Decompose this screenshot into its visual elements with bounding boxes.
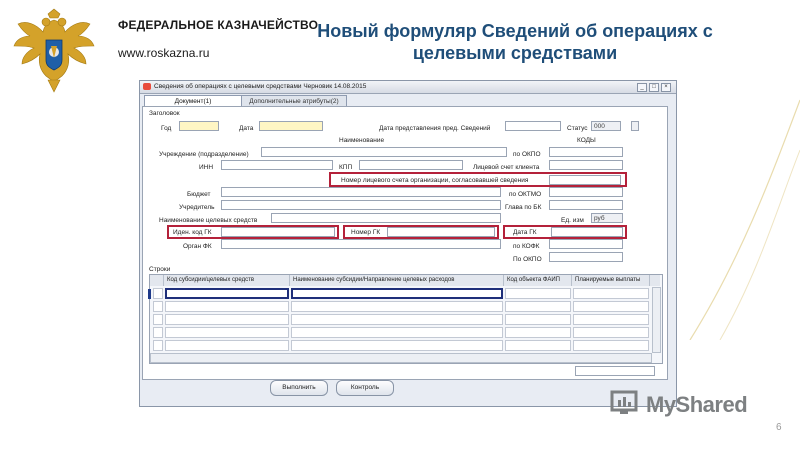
agreeing-account-label: Номер лицевого счета организации, согласовавшей сведения xyxy=(341,177,529,184)
grid-horizontal-scrollbar[interactable] xyxy=(150,353,652,363)
maximize-icon[interactable]: □ xyxy=(649,83,659,92)
kpp-label: КПП xyxy=(339,164,353,171)
fk-body-label: Орган ФК xyxy=(183,243,212,250)
target-funds-field[interactable] xyxy=(271,213,501,223)
slide-title: Новый формуляр Сведений об операциях с целевыми средствами xyxy=(317,21,713,63)
status-extra-field xyxy=(631,121,639,131)
close-icon[interactable]: × xyxy=(661,83,671,92)
decorative-curve xyxy=(680,90,800,340)
row-selector[interactable] xyxy=(153,301,163,312)
submit-date-label: Дата представления пред. Сведений xyxy=(379,125,491,132)
grid-cell[interactable] xyxy=(505,301,571,312)
bk-head-field[interactable] xyxy=(549,200,623,210)
gk-date-label: Дата ГК xyxy=(513,229,537,236)
current-row-indicator xyxy=(148,289,151,299)
grid-cell[interactable] xyxy=(573,301,649,312)
kofk-label: по КОФК xyxy=(513,243,540,250)
grid-cell[interactable] xyxy=(291,301,503,312)
gk-number-highlight xyxy=(343,225,499,239)
window-title: Сведения об операциях с целевыми средствами Черновик 14.08.2015 xyxy=(154,83,367,90)
gk-id-label: Иден. код ГК xyxy=(173,229,212,236)
grid-cell[interactable] xyxy=(165,314,289,325)
inn-field[interactable] xyxy=(221,160,333,170)
grid-cell[interactable] xyxy=(165,340,289,351)
gk-date-field[interactable] xyxy=(551,227,623,237)
grid-cell[interactable] xyxy=(291,288,503,299)
date-label: Дата xyxy=(239,125,254,132)
treasury-emblem xyxy=(8,6,100,98)
column-header-subsidy-name[interactable]: Наименование субсидии/Направление целевых расходов xyxy=(290,275,504,286)
row-selector[interactable] xyxy=(153,314,163,325)
target-funds-label: Наименование целевых средств xyxy=(159,217,258,224)
institution-label: Учреждение (подразделение) xyxy=(159,151,249,158)
tab-document[interactable]: Документ(1) xyxy=(144,95,242,107)
unit-field xyxy=(591,213,623,223)
grid-cell[interactable] xyxy=(291,340,503,351)
app-window xyxy=(139,80,677,407)
section-title-header: Заголовок xyxy=(149,110,180,117)
window-titlebar xyxy=(140,81,676,94)
myshared-logo-icon xyxy=(610,388,642,418)
minimize-icon[interactable]: _ xyxy=(637,83,647,92)
okpo2-field[interactable] xyxy=(549,252,623,262)
agreeing-account-field[interactable] xyxy=(549,175,621,185)
year-label: Год xyxy=(161,125,172,132)
oktmo-field[interactable] xyxy=(549,187,623,197)
grid-cell[interactable] xyxy=(165,301,289,312)
status-value: 000 xyxy=(594,123,605,130)
grid-cell[interactable] xyxy=(573,288,649,299)
kpp-field[interactable] xyxy=(359,160,463,170)
rows-grid xyxy=(149,274,663,364)
watermark-text: MyShared xyxy=(646,392,748,417)
org-name: ФЕДЕРАЛЬНОЕ КАЗНАЧЕЙСТВО xyxy=(118,18,319,32)
client-account-field[interactable] xyxy=(549,160,623,170)
kofk-field[interactable] xyxy=(549,239,623,249)
grid-cell[interactable] xyxy=(165,288,289,299)
org-url: www.roskazna.ru xyxy=(118,46,210,60)
grid-cell[interactable] xyxy=(573,314,649,325)
grid-vertical-scrollbar[interactable] xyxy=(652,287,661,353)
row-selector-header xyxy=(150,275,164,286)
status-field xyxy=(591,121,621,131)
grid-cell[interactable] xyxy=(505,327,571,338)
grid-cell[interactable] xyxy=(505,288,571,299)
grid-cell[interactable] xyxy=(573,327,649,338)
founder-label: Учредитель xyxy=(179,204,215,211)
total-field xyxy=(575,366,655,376)
year-field[interactable] xyxy=(179,121,219,131)
column-header-planned-payments[interactable]: Планируемые выплаты xyxy=(572,275,650,286)
unit-label: Ед. изм xyxy=(561,217,584,224)
gk-date-highlight xyxy=(503,225,627,239)
grid-cell[interactable] xyxy=(505,314,571,325)
grid-cell[interactable] xyxy=(291,314,503,325)
budget-label: Бюджет xyxy=(187,191,211,198)
unit-value: руб xyxy=(594,215,605,222)
grid-cell[interactable] xyxy=(573,340,649,351)
okpo-label: по ОКПО xyxy=(513,151,541,158)
slide-number: 6 xyxy=(776,422,782,433)
tab-additional-attributes[interactable]: Дополнительные атрибуты(2) xyxy=(241,95,347,107)
row-selector[interactable] xyxy=(153,327,163,338)
submit-date-field[interactable] xyxy=(505,121,561,131)
client-account-label: Лицевой счет клиента xyxy=(473,164,540,171)
budget-field[interactable] xyxy=(221,187,501,197)
codes-column-header: КОДЫ xyxy=(577,137,596,144)
section-title-rows: Строки xyxy=(149,266,171,273)
grid-cell[interactable] xyxy=(291,327,503,338)
execute-button[interactable]: Выполнить xyxy=(270,380,328,396)
oracle-app-icon xyxy=(143,83,151,90)
agreeing-account-highlight xyxy=(329,172,627,187)
status-label: Статус xyxy=(567,125,588,132)
row-selector[interactable] xyxy=(153,288,163,299)
date-field[interactable] xyxy=(259,121,323,131)
bk-head-label: Глава по БК xyxy=(505,204,542,211)
fk-body-field[interactable] xyxy=(221,239,501,249)
name-column-header: Наименование xyxy=(339,137,385,144)
document-panel xyxy=(142,106,668,380)
okpo-field[interactable] xyxy=(549,147,623,157)
row-selector[interactable] xyxy=(153,340,163,351)
inn-label: ИНН xyxy=(199,164,214,171)
grid-cell[interactable] xyxy=(505,340,571,351)
grid-header-filler xyxy=(650,275,660,286)
gk-number-field[interactable] xyxy=(387,227,495,237)
gk-id-highlight xyxy=(167,225,339,239)
institution-field[interactable] xyxy=(261,147,507,157)
gk-number-label: Номер ГК xyxy=(351,229,381,236)
column-header-subsidy-code[interactable]: Код субсидии/целевых средств xyxy=(164,275,290,286)
okpo2-label: По ОКПО xyxy=(513,256,542,263)
oktmo-label: по ОКТМО xyxy=(509,191,542,198)
founder-field[interactable] xyxy=(221,200,501,210)
control-button[interactable]: Контроль xyxy=(336,380,394,396)
column-header-faip-code[interactable]: Код объекта ФАИП xyxy=(504,275,572,286)
grid-cell[interactable] xyxy=(165,327,289,338)
gk-id-field[interactable] xyxy=(221,227,335,237)
